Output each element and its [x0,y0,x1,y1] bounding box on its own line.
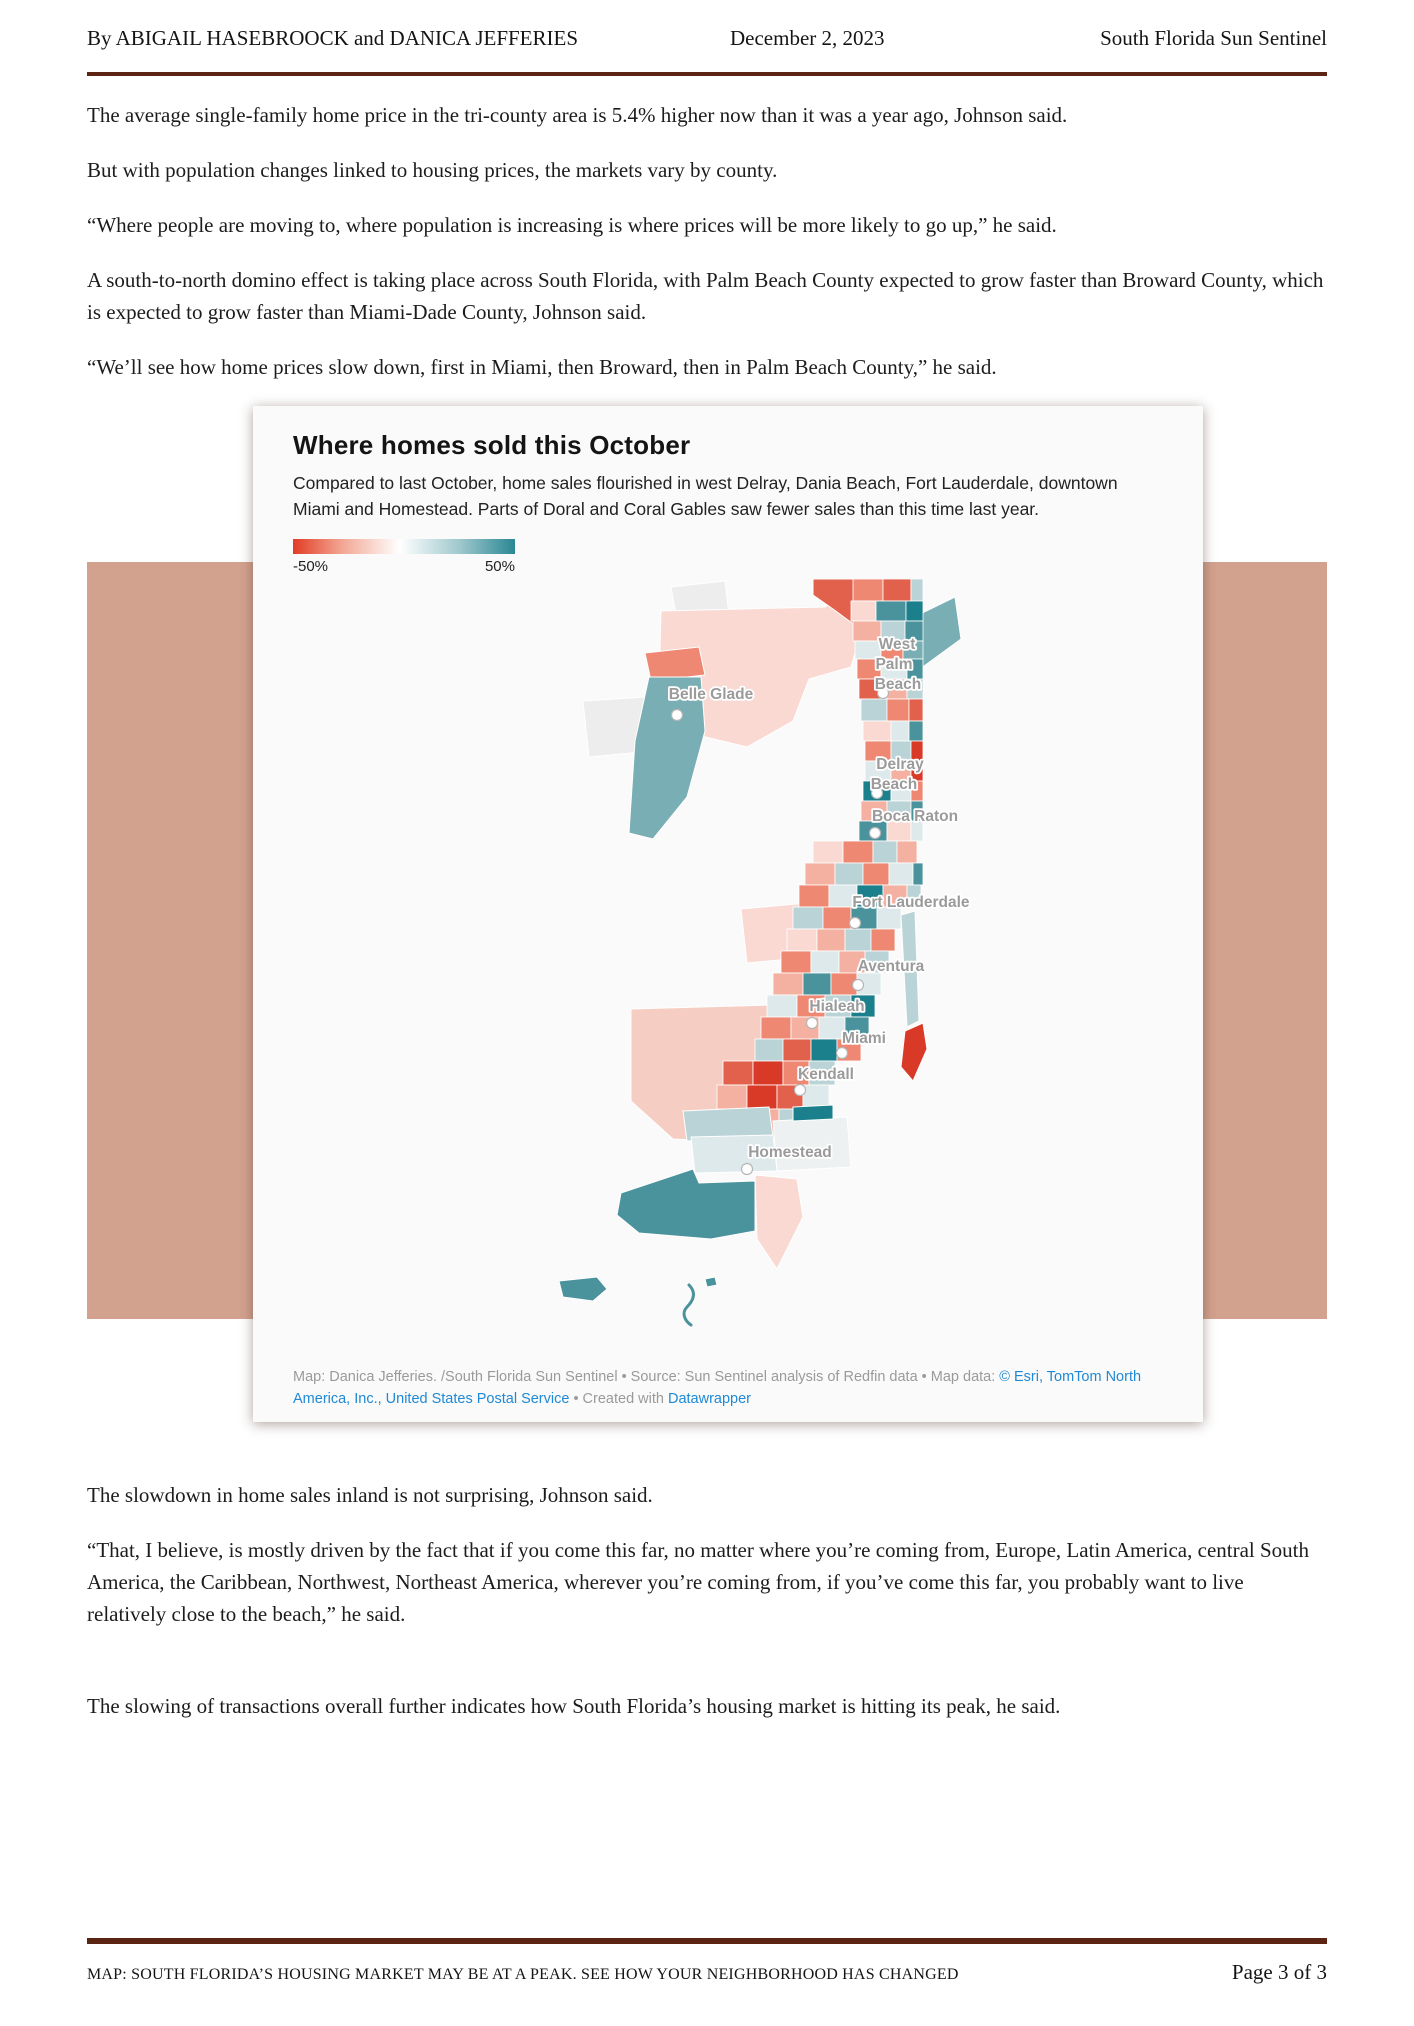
svg-text:Aventura: Aventura [857,958,925,976]
paragraph: But with population changes linked to housing prices, the markets vary by county. [87,157,778,182]
paragraph: “That, I believe, is mostly driven by the fact that if you come this far, no matter where you’re coming from, Europe, Latin America, central South America, the Caribbean, Northwest, Northeast America, wherever you’re coming from, if you’ve come this far, you probably want to live relatively close to the beach,” he said. [87,1538,1310,1627]
legend-min-label: -50% [293,558,329,576]
datawrapper-link[interactable]: Datawrapper [667,1390,751,1407]
map-embed-card [253,406,1203,1422]
header-date: December 2, 2023 [730,26,885,50]
map-svg[interactable] [253,579,1203,1359]
svg-text:Beach: Beach [870,776,918,794]
paragraph: The slowdown in home sales inland is not surprising, Johnson said. [87,1483,653,1508]
paragraph: “Where people are moving to, where population is increasing is where prices will be more likely to go up,” he said. [87,212,1057,237]
background-photo-right [1203,562,1327,1319]
paragraph: “We’ll see how home prices slow down, first in Miami, then Broward, then in Palm Beach County,” he said. [87,354,997,379]
svg-text:Homestead: Homestead [748,1144,832,1162]
map-subtitle: Compared to last October, home sales flourished in west Delray, Dania Beach, Fort Lauderdale, downtown Miami and Homestead. Parts of Doral and Coral Gables saw fewer sales than this time last year. [293,473,1118,520]
legend-max-label: 50% [484,558,515,576]
svg-text:Delray: Delray [876,756,924,774]
svg-text:Boca Raton: Boca Raton [871,808,959,826]
svg-text:Beach: Beach [874,676,922,694]
legend-gradient-bar [293,539,515,554]
page-footer [87,1960,1327,1985]
paragraph: A south-to-north domino effect is taking place across South Florida, with Palm Beach County expected to grow faster than Broward County, which is expected to grow faster than Miami-Dade County, Johnson said. [87,267,1324,324]
page-number: Page 3 of 3 [1231,1960,1327,1984]
map-title: Where homes sold this October [293,430,691,461]
map-legend [293,539,515,575]
svg-text:Miami: Miami [842,1030,886,1048]
paragraph: The slowing of transactions overall further indicates how South Florida’s housing market is hitting its peak, he said. [87,1694,1061,1719]
map-attribution [293,1367,1163,1411]
svg-text:Belle Glade: Belle Glade [668,686,754,704]
footer-caption: MAP: SOUTH FLORIDA’S HOUSING MARKET MAY BE AT A PEAK. SEE HOW YOUR NEIGHBORHOOD HAS CHANGED [87,1966,959,1983]
svg-text:Hialeah: Hialeah [809,998,865,1016]
page-header [87,26,1327,60]
attribution-text: • Created with [569,1390,668,1407]
paragraph: The average single-family home price in the tri-county area is 5.4% higher now than it was a year ago, Johnson said. [87,103,1068,127]
map-figure [87,406,1327,1422]
svg-text:Palm: Palm [875,656,913,674]
page-content [0,26,1414,1723]
footer-rule [87,1938,1327,1944]
attribution-text: Map: Danica Jefferies. /South Florida Sun Sentinel • Source: Sun Sentinel analysis of Redfin data • Map data: [293,1368,1000,1385]
byline: By ABIGAIL HASEBROOCK and DANICA JEFFERIES [87,26,579,50]
attribution-mapdata-link[interactable]: © Esri, TomTom North America, Inc., United States Postal Service [293,1368,1142,1407]
header-rule [87,72,1327,76]
publication-name: South Florida Sun Sentinel [1100,26,1327,50]
background-photo-left [87,562,253,1319]
svg-text:Kendall: Kendall [798,1066,854,1084]
svg-text:West: West [878,636,916,654]
svg-text:Fort Lauderdale: Fort Lauderdale [852,894,970,912]
